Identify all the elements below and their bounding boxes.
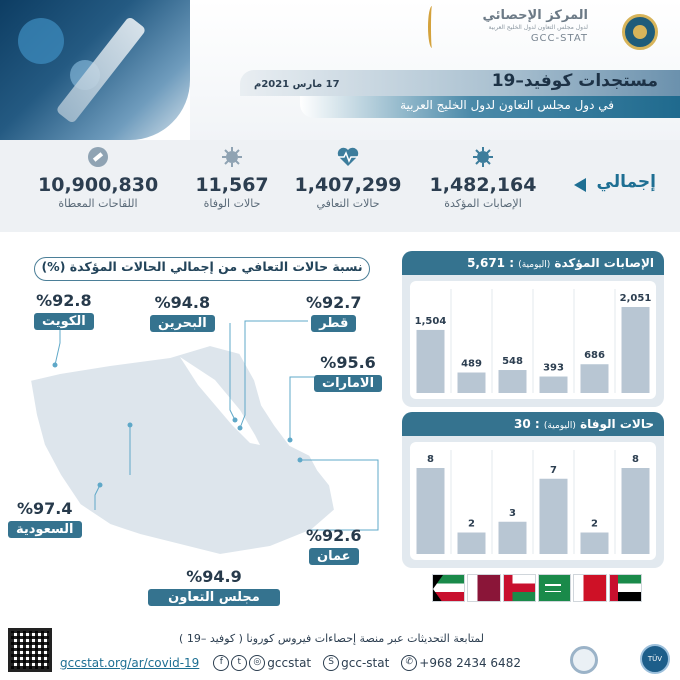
- saudi-flag-icon: [538, 574, 571, 602]
- country-uae: [314, 353, 382, 392]
- chart-data-label: 7: [550, 464, 557, 476]
- chart-data-label: 2: [591, 518, 598, 530]
- gcc-stat-logo: [438, 8, 588, 44]
- stat-deaths: [172, 146, 292, 210]
- stat-label: حالات التعافي: [316, 197, 380, 210]
- daily-cases-chart: [410, 281, 656, 399]
- panel-total: : 5,671: [467, 256, 515, 270]
- gcc-badge-icon: [570, 646, 598, 674]
- totals-label: إجمالي: [596, 172, 656, 192]
- panel-subtitle: (اليومية): [543, 421, 576, 431]
- page-subtitle: في دول مجلس التعاون لدول الخليج العربية: [400, 98, 614, 112]
- stat-recovered: [288, 146, 408, 210]
- chart-bar: [417, 330, 445, 393]
- chart-data-label: 2,051: [619, 293, 652, 304]
- country-name: الكويت: [34, 313, 94, 330]
- vaccine-icon: [86, 146, 110, 168]
- panel-title: الإصابات المؤكدة: [554, 256, 654, 270]
- country-name: البحرين: [150, 315, 215, 332]
- gulf-map: [0, 285, 400, 615]
- country-name: مجلس التعاون: [148, 589, 280, 606]
- bahrain-flag-icon: [573, 574, 606, 602]
- country-qatar: [306, 293, 362, 332]
- chart-bar: [458, 372, 486, 393]
- facebook-icon[interactable]: f: [213, 655, 229, 671]
- country-oman: [306, 526, 362, 565]
- heartbeat-icon: [336, 146, 360, 168]
- stat-label: الإصابات المؤكدة: [444, 197, 522, 210]
- gcc-emblem-icon: [622, 14, 658, 50]
- stat-value: 10,900,830: [38, 174, 159, 196]
- map-title: نسبة حالات التعافي من إجمالي الحالات المؤكدة (%): [41, 259, 363, 274]
- skype-handle[interactable]: gcc-stat: [341, 656, 390, 670]
- qr-code[interactable]: [8, 628, 52, 672]
- skype-icon[interactable]: S: [323, 655, 339, 671]
- stat-value: 1,482,164: [429, 174, 537, 196]
- daily-deaths-chart: [410, 442, 656, 560]
- panel-header: [402, 412, 664, 436]
- qatar-flag-icon: [467, 574, 500, 602]
- chart-data-label: 686: [584, 350, 605, 362]
- chart-bar: [458, 533, 486, 555]
- chart-bar: [499, 522, 527, 554]
- country-pct: %92.6: [306, 526, 362, 545]
- stat-label: اللقاحات المعطاة: [58, 197, 138, 210]
- uae-flag-icon: [609, 574, 642, 602]
- social-handle[interactable]: gccstat: [267, 656, 312, 670]
- virus-icon: [471, 146, 495, 168]
- oman-flag-icon: [503, 574, 536, 602]
- chart-data-label: 3: [509, 507, 516, 519]
- covid-url-link[interactable]: gccstat.org/ar/covid-19: [60, 656, 200, 670]
- chart-bar: [499, 370, 527, 393]
- tuv-badge: TÜV: [640, 644, 670, 674]
- panel-total: : 30: [514, 417, 540, 431]
- arrow-icon: [574, 178, 586, 192]
- country-pct: %94.9: [186, 567, 242, 586]
- report-date: 17 مارس 2021م: [254, 79, 340, 90]
- panel-subtitle: (اليومية): [518, 260, 551, 270]
- country-name: الامارات: [314, 375, 382, 392]
- chart-area: [410, 442, 656, 560]
- stat-value: 11,567: [195, 174, 269, 196]
- chart-data-label: 8: [632, 454, 639, 465]
- chart-bar: [581, 533, 609, 555]
- chart-bar: [540, 479, 568, 554]
- chart-data-label: 1,504: [414, 315, 447, 327]
- country-bahrain: [150, 293, 215, 332]
- country-pct: %97.4: [16, 499, 73, 518]
- country-saudi: [8, 499, 82, 538]
- instagram-icon[interactable]: ◎: [249, 655, 265, 671]
- logo-arc-icon: [428, 6, 436, 48]
- chart-data-label: 8: [427, 454, 434, 465]
- flags-row: [432, 574, 642, 604]
- country-name: السعودية: [8, 521, 82, 538]
- chart-bar: [417, 468, 445, 554]
- vaccine-banner-image: [0, 0, 190, 140]
- country-pct: %94.8: [154, 293, 211, 312]
- twitter-icon[interactable]: t: [231, 655, 247, 671]
- logo-arabic: المركز الإحصائي: [482, 8, 588, 23]
- country-gcc: [148, 567, 280, 606]
- chart-area: [410, 281, 656, 399]
- daily-deaths-panel: [402, 412, 664, 568]
- kuwait-flag-icon: [432, 574, 465, 602]
- panel-header: [402, 251, 664, 275]
- chart-bar: [540, 377, 568, 393]
- country-name: قطر: [311, 315, 356, 332]
- country-pct: %92.7: [306, 293, 362, 312]
- stat-vaccines: [38, 146, 158, 210]
- logo-english: GCC-STAT: [530, 33, 588, 44]
- logo-subtitle: لدول مجلس التعاون لدول الخليج العربية: [488, 24, 588, 31]
- country-name: عمان: [309, 548, 359, 565]
- whatsapp-icon[interactable]: ✆: [401, 655, 417, 671]
- country-pct: %92.8: [36, 291, 92, 310]
- phone-number[interactable]: +968 2434 6482: [419, 656, 521, 670]
- chart-data-label: 393: [543, 362, 564, 374]
- stat-confirmed: [423, 146, 543, 210]
- virus-icon: [220, 146, 244, 168]
- stat-value: 1,407,299: [294, 174, 402, 196]
- chart-bar: [622, 307, 650, 393]
- footer-note: لمتابعة التحديثات عبر منصة إحصاءات فيروس كورونا ( كوفيد –19 ): [179, 632, 484, 645]
- stat-label: حالات الوفاة: [203, 197, 261, 210]
- country-pct: %95.6: [320, 353, 376, 372]
- country-kuwait: [34, 291, 94, 330]
- chart-data-label: 548: [502, 356, 523, 368]
- chart-bar: [622, 468, 650, 554]
- chart-data-label: 2: [468, 518, 475, 530]
- page-title: مستجدات كوفيد–19: [491, 71, 658, 91]
- panel-title: حالات الوفاة: [580, 417, 654, 431]
- daily-cases-panel: [402, 251, 664, 407]
- chart-bar: [581, 364, 609, 393]
- chart-data-label: 489: [461, 358, 482, 370]
